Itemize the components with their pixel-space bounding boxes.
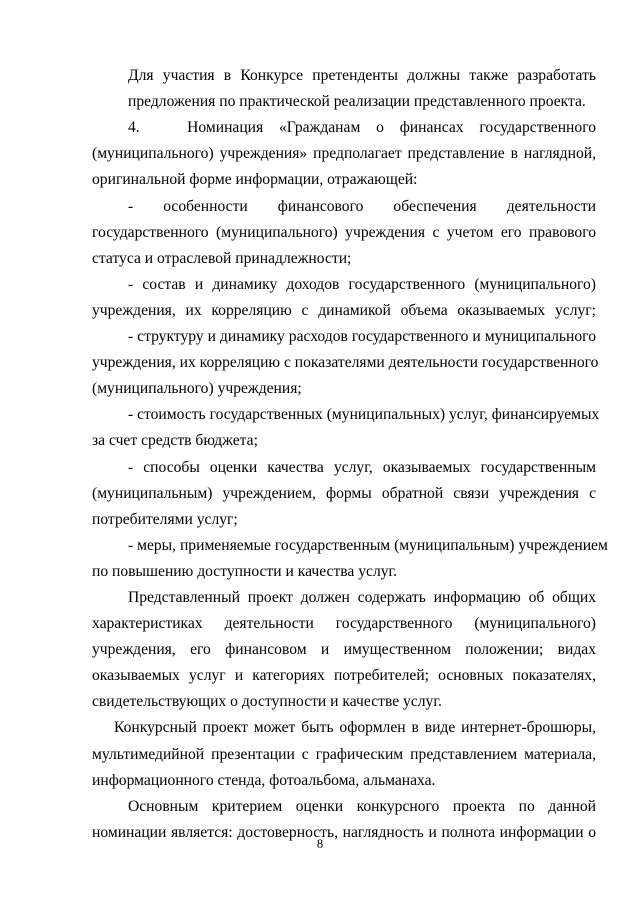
text-line: - стоимость государственных (муниципальных) услуг, финансируемых: [128, 406, 600, 423]
text-line: (муниципальным) учреждением, формы обратной связи учреждения с: [92, 485, 596, 502]
text-line: (муниципального) учреждения;: [92, 380, 302, 397]
text-line: предложения по практической реализации представленного проекта.: [128, 93, 586, 110]
text-line: оказываемых услуг и категориях потребителей; основных показателях,: [92, 667, 596, 684]
text-line: номинации является: достоверность, наглядность и полнота информации о: [92, 824, 596, 841]
text-line: - способы оценки качества услуг, оказываемых государственным: [128, 459, 596, 476]
text-line: учреждения, их корреляцию с показателями деятельности государственного: [92, 354, 599, 371]
text-line: 4. Номинация «Гражданам о финансах государственного: [128, 119, 596, 136]
text-line: по повышению доступности и качества услуг.: [92, 563, 398, 580]
text-line: оригинальной форме информации, отражающей:: [92, 171, 418, 188]
text-line: характеристиках деятельности государственного (муниципального): [92, 615, 596, 632]
text-line: мультимедийной презентации с графическим представлением материала,: [92, 746, 596, 763]
text-line: - структуру и динамику расходов государственного и муниципального: [128, 328, 596, 345]
text-line: - особенности финансового обеспечения деятельности: [128, 198, 596, 215]
text-line: - меры, применяемые государственным (муниципальным) учреждением: [128, 537, 608, 554]
text-line: Основным критерием оценки конкурсного проекта по данной: [128, 798, 596, 815]
text-line: учреждения, их корреляцию с динамикой объема оказываемых услуг;: [92, 302, 596, 319]
text-line: за счет средств бюджета;: [92, 432, 258, 449]
text-line: (муниципального) учреждения» предполагает представление в наглядной,: [92, 145, 596, 162]
text-line: Для участия в Конкурсе претенденты должны также разработать: [128, 67, 596, 84]
text-line: государственного (муниципального) учреждения с учетом его правового: [92, 224, 596, 241]
text-line: - состав и динамику доходов государственного (муниципального): [128, 276, 596, 293]
text-line: учреждения, его финансовом и имущественном положении; видах: [92, 641, 596, 658]
text-line: информационного стенда, фотоальбома, альманаха.: [92, 772, 436, 789]
page-number: 8: [316, 837, 324, 851]
text-line: статуса и отраслевой принадлежности;: [92, 250, 352, 267]
text-line: потребителями услуг;: [92, 511, 238, 528]
text-line: Представленный проект должен содержать информацию об общих: [128, 589, 596, 606]
text-line: свидетельствующих о доступности и качестве услуг.: [92, 693, 442, 710]
text-line: Конкурсный проект может быть оформлен в виде интернет-брошюры,: [114, 719, 596, 736]
